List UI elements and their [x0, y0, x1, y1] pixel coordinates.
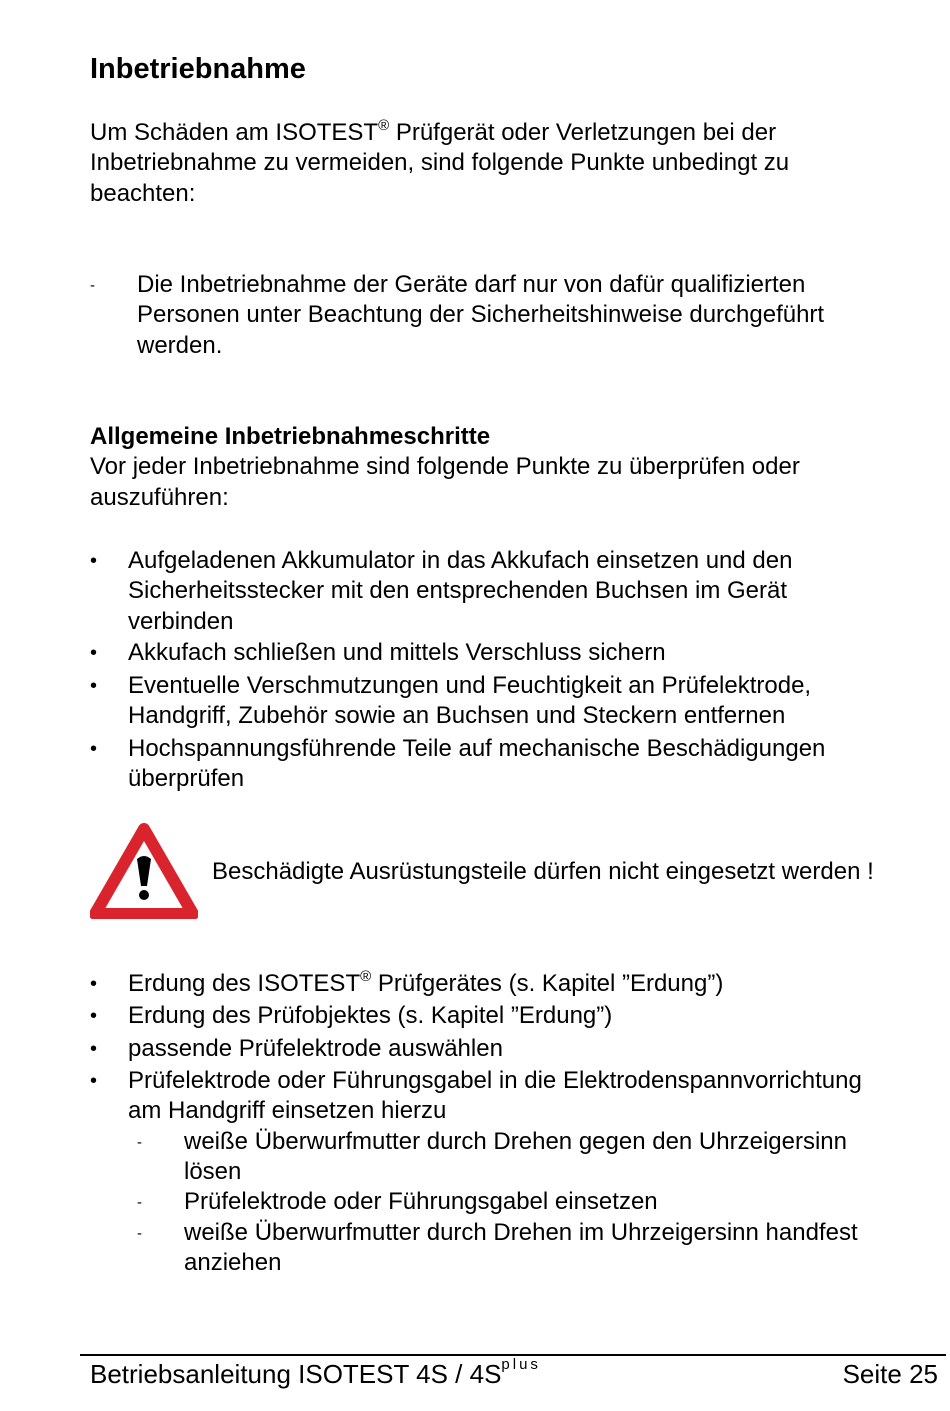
list-item-line: verbinden: [128, 608, 234, 635]
footer-plus-superscript: plus: [501, 1356, 541, 1373]
sub-item-line: anziehen: [184, 1249, 282, 1276]
sub-item-line: weiße Überwurfmutter durch Drehen gegen den Uhrzeigersinn: [184, 1128, 847, 1155]
bullet-marker: •: [90, 1038, 98, 1060]
bullet-marker: •: [90, 642, 98, 664]
warning-triangle-icon: [90, 823, 198, 919]
footer-manual-text: Betriebsanleitung ISOTEST 4S / 4S: [90, 1359, 502, 1389]
footer-page-number: Seite 25: [842, 1359, 938, 1389]
list-item-line: Akkufach schließen und mittels Verschluss sichern: [128, 639, 666, 666]
section-intro-line: Vor jeder Inbetriebnahme sind folgende Punkte zu überprüfen oder: [90, 453, 800, 480]
registered-mark: ®: [378, 117, 390, 134]
dash-marker: -: [137, 1134, 142, 1151]
bullet-marker: •: [90, 1070, 98, 1092]
dash-marker: -: [137, 1225, 142, 1242]
intro-line-2: Inbetriebnahme zu vermeiden, sind folgende Punkte unbedingt zu: [90, 149, 790, 176]
bullet-marker: •: [90, 1005, 98, 1027]
footer-manual-title: [90, 1357, 541, 1391]
dash-marker: -: [137, 1194, 142, 1211]
bullet-marker: •: [90, 550, 98, 572]
list-item-line: Prüfelektrode oder Führungsgabel in die Elektrodenspannvorrichtung: [128, 1067, 862, 1094]
bullet-marker: •: [90, 738, 98, 760]
section-intro-line: auszuführen:: [90, 484, 229, 511]
list-item-line: Hochspannungsführende Teile auf mechanische Beschädigungen: [128, 735, 826, 762]
list-item-line: am Handgriff einsetzen hierzu: [128, 1097, 447, 1124]
list-item-line: [128, 969, 723, 1000]
qualified-note-line: Die Inbetriebnahme der Geräte darf nur von dafür qualifizierten: [137, 271, 806, 298]
list-item-line: passende Prüfelektrode auswählen: [128, 1035, 503, 1062]
list-item-line: Sicherheitsstecker mit den entsprechenden Buchsen im Gerät: [128, 577, 788, 604]
sub-item-line: Prüfelektrode oder Führungsgabel einsetzen: [184, 1188, 658, 1215]
list-item-line: Erdung des Prüfobjektes (s. Kapitel ”Erdung”): [128, 1002, 613, 1029]
list-item-line: Eventuelle Verschmutzungen und Feuchtigkeit an Prüfelektrode,: [128, 672, 812, 699]
intro-line-3: beachten:: [90, 180, 196, 207]
page-title: Inbetriebnahme: [90, 53, 306, 85]
list-item-line: Aufgeladenen Akkumulator in das Akkufach einsetzen und den: [128, 547, 793, 574]
qualified-note-line: werden.: [137, 332, 223, 359]
list-item-text: Prüfgerätes (s. Kapitel ”Erdung”): [371, 970, 724, 997]
warning-text: Beschädigte Ausrüstungsteile dürfen nicht eingesetzt werden !: [212, 858, 874, 885]
list-item-text: Erdung des ISOTEST: [128, 970, 361, 997]
bullet-marker: •: [90, 675, 98, 697]
list-item-line: Handgriff, Zubehör sowie an Buchsen und Steckern entfernen: [128, 702, 786, 729]
registered-mark: ®: [360, 968, 372, 985]
dash-marker: -: [90, 277, 95, 294]
intro-text: Prüfgerät oder Verletzungen bei der: [389, 119, 777, 146]
intro-text: Um Schäden am ISOTEST: [90, 119, 379, 146]
sub-item-line: weiße Überwurfmutter durch Drehen im Uhrzeigersinn handfest: [184, 1219, 858, 1246]
list-item-line: überprüfen: [128, 765, 245, 792]
sub-item-line: lösen: [184, 1158, 242, 1185]
section-heading: Allgemeine Inbetriebnahmeschritte: [90, 423, 491, 450]
bullet-marker: •: [90, 973, 98, 995]
intro-line-1: [90, 118, 776, 149]
qualified-note-line: Personen unter Beachtung der Sicherheitshinweise durchgeführt: [137, 301, 825, 328]
